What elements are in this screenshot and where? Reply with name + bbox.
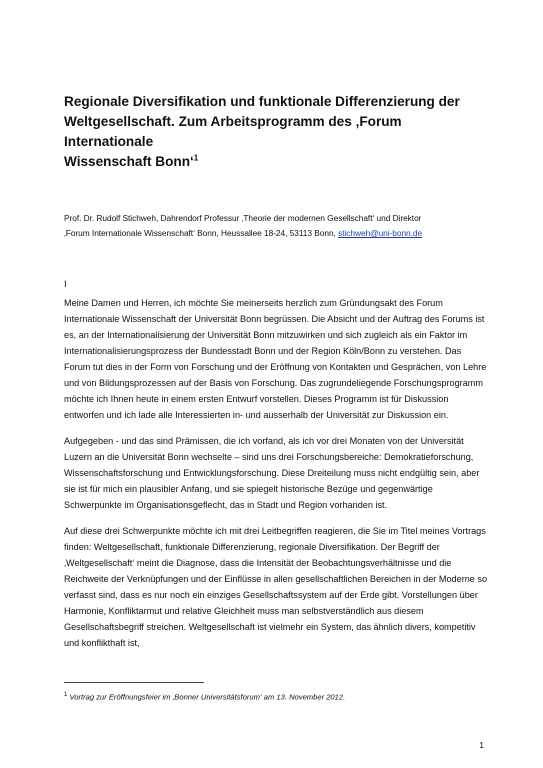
author-email-link[interactable]: stichweh@uni-bonn.de	[338, 228, 423, 238]
section-number: I	[64, 278, 67, 289]
body-text	[64, 295, 490, 661]
page-number: 1	[479, 740, 484, 750]
title-line-2: Weltgesellschaft. Zum Arbeitsprogramm des ‚Forum Internationale	[64, 114, 402, 149]
title-line-1: Regionale Diversifikation und funktionale Differenzierung der	[64, 94, 460, 109]
author-line-2: ‚Forum Internationale Wissenschaft‘ Bonn, Heussallee 18-24, 53113 Bonn,	[64, 228, 336, 238]
footnote-mark: 1	[64, 692, 68, 698]
title-line-3: Wissenschaft Bonn‘	[64, 154, 194, 169]
paragraph-2: Aufgegeben - und das sind Prämissen, die ich vorfand, als ich vor drei Monaten von der Universität Luzern an die Universität Bonn wechselte – sind uns drei Forschungsbereiche: Demokratieforschung, Wissenschaftsforschung und Entwicklungsforschung. Diese Dreiteilung muss nicht endgültig sein, aber sie ist für mich ein plausibler Anfang, und sie spiegelt historische Bezüge und gegenwärtige Schwerpunkte im Organisationsgeflecht, das in Stadt und Region vorhanden ist.	[64, 436, 480, 510]
author-line-1: Prof. Dr. Rudolf Stichweh, Dahrendorf Professur ‚Theorie der modernen Gesellschaft‘ und Direktor	[64, 213, 422, 223]
footnote-divider	[64, 682, 204, 683]
document-title	[64, 92, 484, 172]
paragraph-1: Meine Damen und Herren, ich möchte Sie meinerseits herzlich zum Gründungsakt des Forum Internationale Wissenschaft der Universität Bonn begrüssen. Die Absicht und der Auftrag des Forums ist es, an der Internationalisierung der Universität Bonn mitzuwirken und sich zugleich als ein Faktor im Internationalisierungsprozess der Bundesstadt Bonn und der Region Köln/Bonn zu verstehen. Das Forum tut dies in der Form von Forschung und der Eröffnung von Kontakten und Gesprächen, von Lehre und von Bildungsprozessen auf der Basis von Forschung. Das zugrundeliegende Forschungsprogramm möchte ich Ihnen heute in einem ersten Entwurf vorstellen. Dieses Programm ist für Diskussion entworfen und ich lade alle Interessierten in- und ausserhalb der Universität zur Diskussion ein.	[64, 298, 487, 420]
paragraph-3: Auf diese drei Schwerpunkte möchte ich mit drei Leitbegriffen reagieren, die Sie im Titel meines Vortrags finden: Weltgesellschaft, funktionale Differenzierung, regionale Diversifikation. Der Begriff der ‚Weltgesellschaft‘ meint die Diagnose, dass die Intensität der Beobachtungsverhältnisse und die Reichweite der Verknüpfungen und der Einflüsse in allen gesellschaftlichen Bereichen in der Moderne so verfasst sind, dass es nur noch ein einziges Gesellschaftssystem auf der Erde gibt. Vorstellungen über Harmonie, Konfliktarmut und relative Gleichheit muss man selbstverständlich aus diesem Gesellschaftsbegriff streichen. Weltgesellschaft ist vielmehr ein System, das ähnlich divers, kompetitiv und konflikthaft ist,	[64, 526, 488, 648]
footnote	[64, 689, 490, 704]
title-footnote-mark[interactable]: 1	[193, 153, 199, 163]
author-affiliation	[64, 211, 484, 241]
footnote-text: Vortrag zur Eröffnungsfeier im ‚Bonner Universitätsforum‘ am 13. November 2012.	[69, 692, 346, 702]
